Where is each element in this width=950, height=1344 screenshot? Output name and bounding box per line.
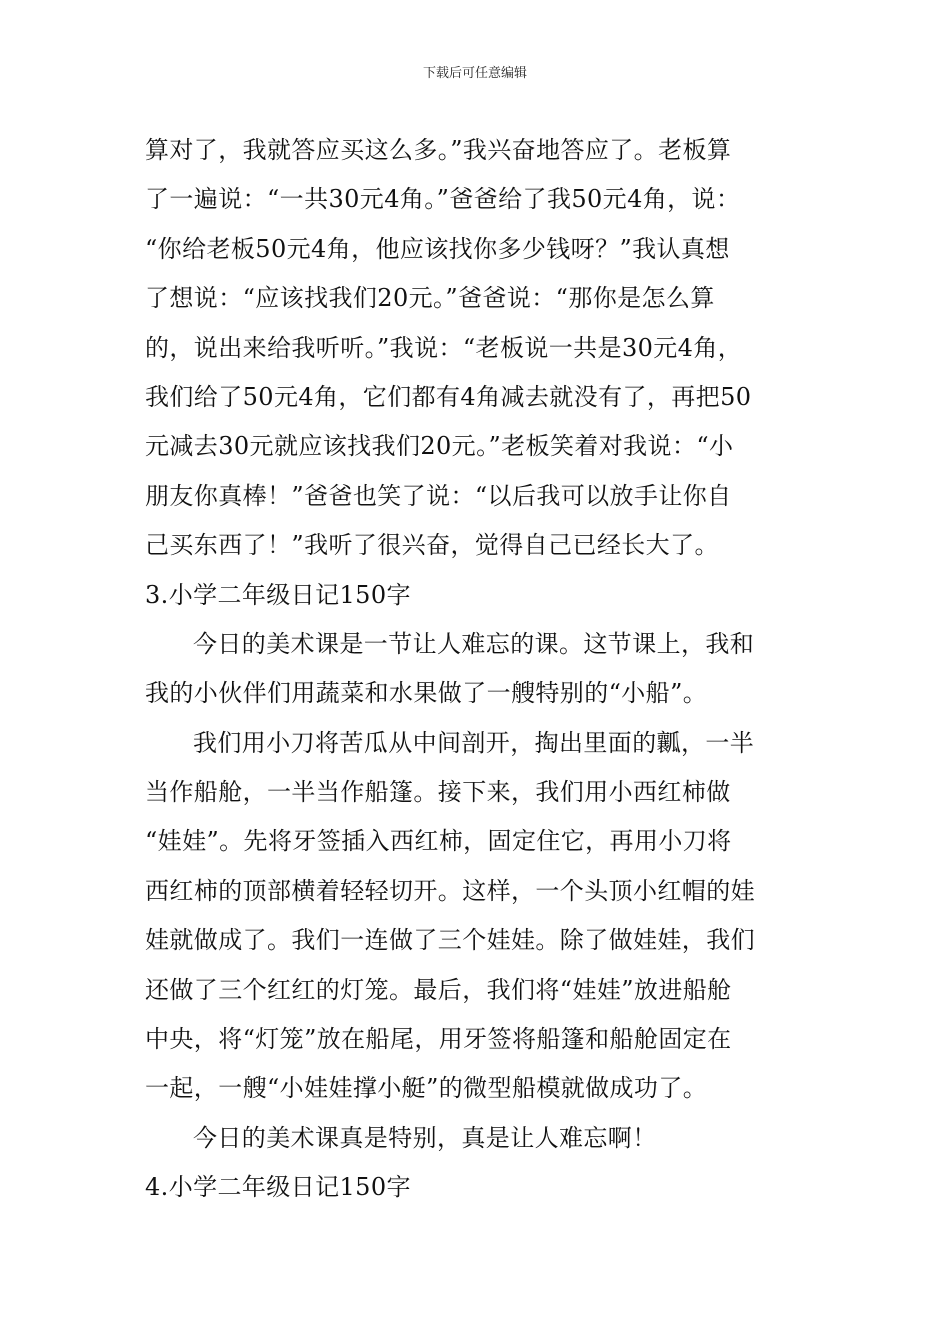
document-body: [145, 126, 810, 1213]
text-line: 西红柿的顶部横着轻轻切开。这样，一个头顶小红帽的娃: [145, 876, 755, 905]
text-line: 了一遍说：“一共30元4角。”爸爸给了我50元4角，说：: [145, 185, 741, 214]
text-line: 元减去30元就应该找我们20元。”老板笑着对我说：“小: [145, 432, 734, 461]
paragraph-first-line: 我们用小刀将苦瓜从中间剖开，掏出里面的瓤，一半: [193, 728, 755, 757]
text-line: 己买东西了！”我听了很兴奋，觉得自己已经长大了。: [145, 531, 719, 560]
text-line: 了想说：“应该找我们20元。”爸爸说：“那你是怎么算: [145, 284, 715, 313]
section-heading: 4.小学二年级日记150字: [145, 1173, 411, 1202]
section-heading: 3.小学二年级日记150字: [145, 580, 411, 609]
text-line: “娃娃”。先将牙签插入西红柿，固定住它，再用小刀将: [145, 827, 732, 856]
text-line: 算对了，我就答应买这么多。”我兴奋地答应了。老板算: [145, 136, 732, 164]
text-line: 朋友你真棒！”爸爸也笑了说：“以后我可以放手让你自: [145, 481, 732, 510]
text-line: 中央，将“灯笼”放在船尾，用牙签将船篷和船舱固定在: [145, 1025, 732, 1054]
text-line: 的，说出来给我听听。”我说：“老板说一共是30元4角，: [145, 333, 743, 362]
text-line: 我的小伙伴们用蔬菜和水果做了一艘特别的“小船”。: [145, 679, 708, 708]
paragraph-first-line: 今日的美术课真是特别，真是让人难忘啊！: [193, 1123, 657, 1152]
text-line: 还做了三个红红的灯笼。最后，我们将“娃娃”放进船舱: [145, 975, 732, 1004]
paragraph-first-line: 今日的美术课是一节让人难忘的课。这节课上，我和: [193, 629, 755, 658]
page-header: 下载后可任意编辑: [422, 66, 527, 81]
text-line: 我们给了50元4角，它们都有4角减去就没有了，再把50: [145, 382, 752, 411]
text-line: 当作船舱，一半当作船篷。接下来，我们用小西红柿做: [145, 778, 731, 807]
text-line: 娃就做成了。我们一连做了三个娃娃。除了做娃娃，我们: [145, 926, 755, 955]
text-line: 一起，一艘“小娃娃撑小艇”的微型船模就做成功了。: [145, 1074, 708, 1103]
text-line: “你给老板50元4角，他应该找你多少钱呀？”我认真想: [145, 234, 730, 263]
